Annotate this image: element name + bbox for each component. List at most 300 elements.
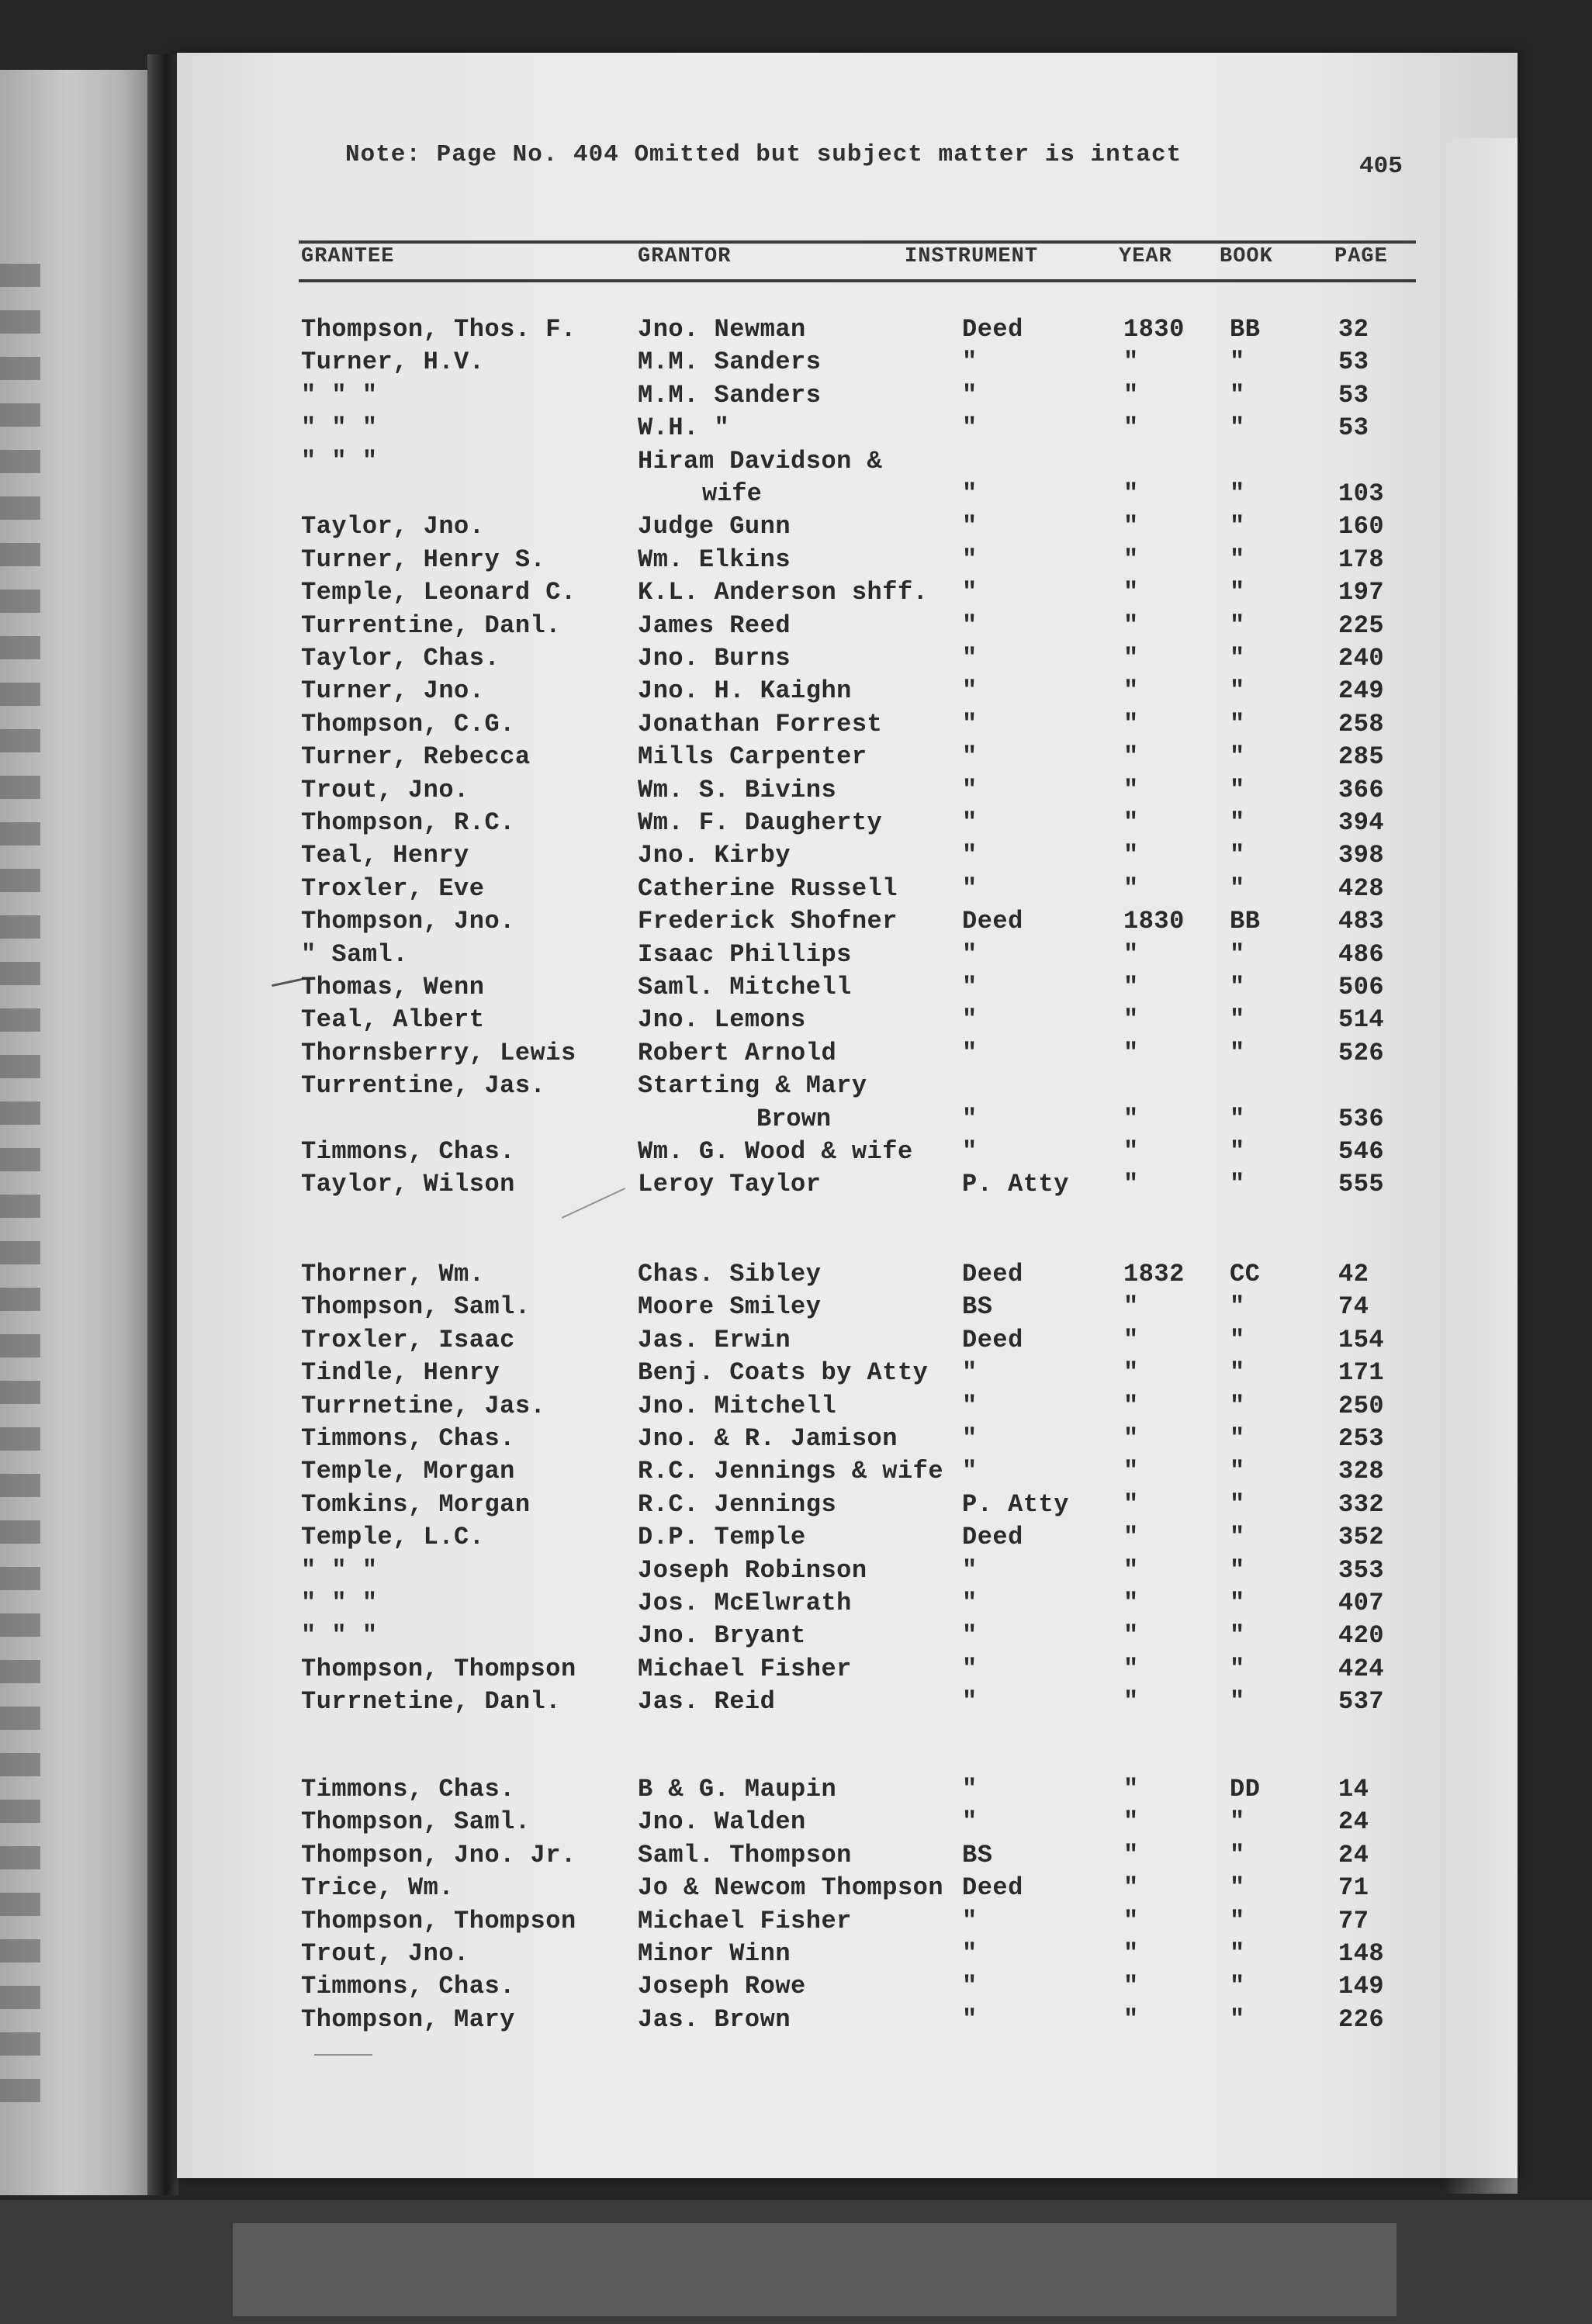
table-row: [0, 313, 1592, 346]
cell-grantor-continuation: Brown: [756, 1104, 832, 1133]
cell-grantor: Michael Fisher: [638, 1906, 852, 1935]
cell-year: ": [1123, 676, 1139, 706]
cell-book: ": [1230, 775, 1245, 804]
cell-grantee: Taylor, Chas.: [301, 644, 500, 673]
cell-book: ": [1230, 1358, 1245, 1388]
cell-instrument: ": [962, 578, 978, 607]
cell-year: ": [1123, 841, 1139, 870]
table-row: [0, 1653, 1592, 1686]
table-row: [0, 1905, 1592, 1938]
cell-grantor: R.C. Jennings & wife: [638, 1457, 944, 1486]
table-row: [0, 873, 1592, 905]
table-row: [0, 610, 1592, 642]
cell-instrument: ": [962, 709, 978, 738]
cell-grantee: Turrnetine, Danl.: [301, 1687, 561, 1717]
cell-grantee: " Saml.: [301, 939, 408, 969]
cell-grantee: " " ": [301, 1589, 378, 1617]
cell-page: 555: [1338, 1170, 1385, 1199]
cell-book: ": [1230, 1873, 1245, 1903]
cell-year: ": [1123, 1391, 1139, 1420]
cell-instrument: ": [962, 644, 978, 673]
cell-page: 428: [1338, 873, 1385, 903]
cell-instrument: ": [962, 1005, 978, 1035]
cell-book: ": [1230, 873, 1245, 903]
cell-page: 53: [1338, 348, 1369, 377]
cell-year: ": [1123, 1775, 1139, 1804]
cell-grantor: Leroy Taylor: [638, 1170, 822, 1199]
cell-book: ": [1230, 610, 1245, 640]
cell-page: 178: [1338, 545, 1385, 574]
cell-grantee: " " ": [301, 1555, 378, 1585]
cell-book: ": [1230, 1170, 1245, 1199]
cell-instrument: Deed: [962, 315, 1023, 344]
cell-instrument: ": [962, 2004, 978, 2034]
cell-instrument: Deed: [962, 907, 1023, 936]
cell-grantee: Thompson, Mary: [301, 2004, 515, 2034]
cell-year: ": [1123, 1939, 1139, 1968]
cell-instrument: ": [962, 939, 978, 969]
cell-grantor: Jas. Reid: [638, 1687, 776, 1717]
cell-grantor: W.H. ": [638, 413, 730, 443]
cell-page: 536: [1338, 1104, 1385, 1133]
cell-book: ": [1230, 808, 1245, 837]
cell-grantee: Turrentine, Jas.: [301, 1071, 546, 1101]
cell-year: ": [1123, 545, 1139, 574]
cell-instrument: ": [962, 1358, 978, 1388]
cell-instrument: ": [962, 1621, 978, 1651]
cell-page: 328: [1338, 1457, 1385, 1486]
cell-grantor: Jo & Newcom Thompson: [638, 1873, 944, 1903]
cell-grantor: Jno. Walden: [638, 1807, 806, 1837]
cell-grantor: Jas. Brown: [638, 2004, 791, 2034]
cell-instrument: ": [962, 512, 978, 541]
cell-page: 366: [1338, 775, 1385, 804]
cell-grantee: Tomkins, Morgan: [301, 1489, 531, 1519]
header-book: BOOK: [1220, 245, 1273, 268]
cell-year: ": [1123, 1807, 1139, 1837]
cell-grantee: Timmons, Chas.: [301, 1972, 515, 2001]
cell-year: ": [1123, 1589, 1139, 1617]
cell-year: ": [1123, 1873, 1139, 1903]
cell-grantor: Hiram Davidson &: [638, 446, 883, 476]
cell-grantee: " " ": [301, 1621, 378, 1651]
cell-year: ": [1123, 479, 1139, 508]
cell-grantor: K.L. Anderson shff.: [638, 578, 929, 607]
cell-book: ": [1230, 1589, 1245, 1617]
cell-grantee: Thornsberry, Lewis: [301, 1038, 576, 1067]
cell-grantee: Troxler, Eve: [301, 873, 485, 903]
cell-instrument: ": [962, 676, 978, 706]
cell-page: 249: [1338, 676, 1385, 706]
cell-grantee: Thompson, Thompson: [301, 1906, 576, 1935]
table-row: [0, 576, 1592, 609]
cell-book: ": [1230, 1840, 1245, 1869]
cell-book: ": [1230, 479, 1245, 508]
cell-grantor: Jno. Kirby: [638, 841, 791, 870]
cell-grantor: Jno. Newman: [638, 315, 806, 344]
cell-book: ": [1230, 1523, 1245, 1552]
table-row: [0, 1423, 1592, 1455]
cell-page: 537: [1338, 1687, 1385, 1717]
cell-year: ": [1123, 578, 1139, 607]
table-row: [0, 905, 1592, 938]
cell-book: ": [1230, 1489, 1245, 1519]
cell-instrument: ": [962, 1775, 978, 1804]
table-row: [0, 1357, 1592, 1389]
cell-grantor: Saml. Thompson: [638, 1840, 852, 1869]
cell-grantor: Michael Fisher: [638, 1654, 852, 1683]
cell-year: ": [1123, 1292, 1139, 1322]
cell-year: ": [1123, 644, 1139, 673]
table-row: [0, 1004, 1592, 1036]
cell-page: 407: [1338, 1589, 1385, 1617]
cell-year: ": [1123, 775, 1139, 804]
table-row: [0, 1168, 1592, 1201]
cell-page: 42: [1338, 1260, 1369, 1288]
table-row: [0, 1773, 1592, 1806]
cell-year: ": [1123, 873, 1139, 903]
cell-grantor: R.C. Jennings: [638, 1489, 837, 1519]
table-row-continuation: [0, 1103, 1592, 1136]
table-row: [0, 1489, 1592, 1521]
cell-instrument: ": [962, 808, 978, 837]
cell-instrument: ": [962, 873, 978, 903]
cell-page: 103: [1338, 479, 1385, 508]
cell-instrument: Deed: [962, 1260, 1023, 1288]
cell-year: ": [1123, 1358, 1139, 1388]
cell-grantee: Thompson, Saml.: [301, 1292, 531, 1322]
cell-page: 420: [1338, 1621, 1385, 1651]
cell-instrument: P. Atty: [962, 1489, 1069, 1519]
cell-grantee: Turner, Jno.: [301, 676, 485, 706]
cell-year: ": [1123, 1005, 1139, 1035]
cell-book: BB: [1230, 907, 1261, 936]
table-row: [0, 971, 1592, 1004]
cell-grantee: " " ": [301, 446, 378, 476]
cell-instrument: ": [962, 1137, 978, 1166]
cell-instrument: ": [962, 1038, 978, 1067]
cell-grantee: Thompson, Thos. F.: [301, 315, 576, 344]
cell-grantee: Thompson, Jno. Jr.: [301, 1840, 576, 1869]
cell-book: ": [1230, 1104, 1245, 1133]
table-row: [0, 774, 1592, 807]
cell-year: ": [1123, 742, 1139, 772]
cell-grantor: Wm. G. Wood & wife: [638, 1137, 913, 1166]
table-row: [0, 379, 1592, 412]
cell-page: 506: [1338, 973, 1385, 1001]
table-row: [0, 346, 1592, 379]
table-row: [0, 1521, 1592, 1554]
table-row: [0, 1970, 1592, 2003]
cell-instrument: ": [962, 545, 978, 574]
cell-book: DD: [1230, 1775, 1261, 1804]
cell-year: ": [1123, 1325, 1139, 1354]
cell-page: 197: [1338, 578, 1385, 607]
table-row: [0, 1390, 1592, 1423]
cell-grantee: Thorner, Wm.: [301, 1260, 485, 1288]
cell-instrument: ": [962, 841, 978, 870]
cell-grantor: Jno. H. Kaighn: [638, 676, 852, 706]
header-rule-bottom: [299, 279, 1416, 282]
cell-year: ": [1123, 2004, 1139, 2034]
cell-page: 546: [1338, 1137, 1385, 1166]
cell-page: 149: [1338, 1972, 1385, 2001]
cell-grantor: Saml. Mitchell: [638, 973, 852, 1001]
cell-instrument: ": [962, 973, 978, 1001]
cell-grantee: Trice, Wm.: [301, 1873, 455, 1903]
cell-page: 154: [1338, 1325, 1385, 1354]
cell-grantee: Thompson, R.C.: [301, 808, 515, 837]
cell-page: 24: [1338, 1840, 1369, 1869]
cell-page: 24: [1338, 1807, 1369, 1837]
cell-instrument: ": [962, 742, 978, 772]
cell-book: ": [1230, 1972, 1245, 2001]
cell-grantor: Robert Arnold: [638, 1038, 837, 1067]
cell-year: 1830: [1123, 907, 1185, 936]
cell-year: ": [1123, 973, 1139, 1001]
table-row: [0, 1620, 1592, 1652]
cell-instrument: ": [962, 1555, 978, 1585]
cell-instrument: P. Atty: [962, 1170, 1069, 1199]
cell-grantee: Thompson, C.G.: [301, 709, 515, 738]
header-grantee: GRANTEE: [301, 245, 395, 268]
cell-instrument: BS: [962, 1292, 993, 1322]
cell-page: 398: [1338, 841, 1385, 870]
table-row: [0, 1070, 1592, 1102]
cell-book: ": [1230, 1038, 1245, 1067]
cell-page: 424: [1338, 1654, 1385, 1683]
cell-instrument: ": [962, 380, 978, 410]
cell-grantor: Starting & Mary: [638, 1071, 867, 1101]
cell-grantor: Mills Carpenter: [638, 742, 867, 772]
cell-page: 394: [1338, 808, 1385, 837]
cell-year: ": [1123, 610, 1139, 640]
cell-grantor: Jno. Lemons: [638, 1005, 806, 1035]
table-row: [0, 445, 1592, 478]
cell-grantee: " " ": [301, 413, 378, 443]
cell-book: ": [1230, 1807, 1245, 1837]
cell-year: ": [1123, 1621, 1139, 1651]
table-row: [0, 1587, 1592, 1620]
table-row: [0, 1324, 1592, 1357]
cell-book: ": [1230, 348, 1245, 377]
cell-grantee: Turrnetine, Jas.: [301, 1391, 546, 1420]
cell-grantor: Moore Smiley: [638, 1292, 822, 1322]
header-grantor: GRANTOR: [638, 245, 732, 268]
cell-grantor: Jos. McElwrath: [638, 1589, 852, 1617]
bottom-strip: [0, 2200, 1592, 2324]
cell-instrument: Deed: [962, 1523, 1023, 1552]
cell-book: ": [1230, 644, 1245, 673]
cell-page: 285: [1338, 742, 1385, 772]
cell-grantee: Turrentine, Danl.: [301, 610, 561, 640]
cell-grantor: Wm. Elkins: [638, 545, 791, 574]
table-row: [0, 675, 1592, 707]
cell-page: 77: [1338, 1906, 1369, 1935]
cell-grantor: Jno. Burns: [638, 644, 791, 673]
table-row: [0, 1258, 1592, 1291]
table-row: [0, 708, 1592, 741]
cell-year: ": [1123, 709, 1139, 738]
cell-year: ": [1123, 939, 1139, 969]
cell-book: ": [1230, 1137, 1245, 1166]
cell-book: ": [1230, 1457, 1245, 1486]
cell-year: 1830: [1123, 315, 1185, 344]
cell-instrument: Deed: [962, 1873, 1023, 1903]
table-row-continuation: [0, 478, 1592, 510]
cell-grantee: Turner, H.V.: [301, 348, 485, 377]
cell-book: ": [1230, 1687, 1245, 1717]
cell-instrument: ": [962, 1807, 978, 1837]
cell-grantee: Tindle, Henry: [301, 1358, 500, 1388]
table-row: [0, 939, 1592, 971]
cell-instrument: ": [962, 1391, 978, 1420]
cell-book: ": [1230, 578, 1245, 607]
cell-instrument: ": [962, 348, 978, 377]
cell-year: ": [1123, 1687, 1139, 1717]
cell-book: ": [1230, 676, 1245, 706]
cell-page: 160: [1338, 512, 1385, 541]
table-row: [0, 1455, 1592, 1488]
cell-year: ": [1123, 808, 1139, 837]
cell-book: ": [1230, 841, 1245, 870]
cell-instrument: ": [962, 1424, 978, 1453]
cell-grantor-continuation: wife: [702, 479, 762, 508]
cell-grantee: Timmons, Chas.: [301, 1775, 515, 1804]
page-number: 405: [1359, 153, 1403, 180]
cell-grantee: Thompson, Jno.: [301, 907, 515, 936]
cell-grantee: Taylor, Jno.: [301, 512, 485, 541]
cell-grantee: Trout, Jno.: [301, 1939, 469, 1968]
cell-year: ": [1123, 348, 1139, 377]
header-page: PAGE: [1334, 245, 1388, 268]
cell-year: ": [1123, 413, 1139, 443]
table-row: [0, 807, 1592, 839]
cell-grantee: Teal, Henry: [301, 841, 469, 870]
table-row: [0, 2004, 1592, 2036]
cell-grantor: Joseph Robinson: [638, 1555, 867, 1585]
cell-year: 1832: [1123, 1260, 1185, 1288]
cell-grantor: Wm. F. Daugherty: [638, 808, 883, 837]
cell-book: ": [1230, 380, 1245, 410]
cell-grantor: D.P. Temple: [638, 1523, 806, 1552]
cell-instrument: BS: [962, 1840, 993, 1869]
cell-grantor: Jonathan Forrest: [638, 709, 883, 738]
table-row: [0, 1037, 1592, 1070]
cell-grantee: Temple, Leonard C.: [301, 578, 576, 607]
cell-year: ": [1123, 1170, 1139, 1199]
cell-page: 253: [1338, 1424, 1385, 1453]
table-row: [0, 1806, 1592, 1838]
cell-page: 148: [1338, 1939, 1385, 1968]
cell-page: 258: [1338, 709, 1385, 738]
cell-grantor: Jno. Mitchell: [638, 1391, 837, 1420]
cell-page: 226: [1338, 2004, 1385, 2034]
cell-grantee: Thomas, Wenn: [301, 973, 485, 1001]
cell-page: 332: [1338, 1489, 1385, 1519]
cell-book: ": [1230, 512, 1245, 541]
cell-grantee: Troxler, Isaac: [301, 1325, 515, 1354]
cell-year: ": [1123, 380, 1139, 410]
cell-grantor: Judge Gunn: [638, 512, 791, 541]
cell-instrument: ": [962, 1457, 978, 1486]
cell-grantor: Isaac Phillips: [638, 939, 852, 969]
table-row: [0, 1839, 1592, 1872]
cell-year: ": [1123, 1104, 1139, 1133]
cell-year: ": [1123, 1137, 1139, 1166]
cell-instrument: ": [962, 1687, 978, 1717]
cell-book: ": [1230, 939, 1245, 969]
cell-book: ": [1230, 1391, 1245, 1420]
cell-year: ": [1123, 1457, 1139, 1486]
cell-grantor: James Reed: [638, 610, 791, 640]
cell-book: ": [1230, 709, 1245, 738]
cell-instrument: ": [962, 610, 978, 640]
cell-grantor: Chas. Sibley: [638, 1260, 822, 1288]
cell-book: ": [1230, 1654, 1245, 1683]
cell-book: ": [1230, 973, 1245, 1001]
cell-page: 225: [1338, 610, 1385, 640]
table-row: [0, 1686, 1592, 1718]
cell-grantee: Temple, Morgan: [301, 1457, 515, 1486]
cell-year: ": [1123, 1038, 1139, 1067]
cell-grantee: " " ": [301, 380, 378, 410]
cell-instrument: ": [962, 775, 978, 804]
cell-page: 240: [1338, 644, 1385, 673]
cell-grantee: Trout, Jno.: [301, 775, 469, 804]
table-row: [0, 1938, 1592, 1970]
cell-year: ": [1123, 1523, 1139, 1552]
table-row: [0, 1872, 1592, 1904]
cell-book: ": [1230, 413, 1245, 443]
cell-book: ": [1230, 1325, 1245, 1354]
cell-page: 53: [1338, 380, 1369, 410]
cell-instrument: ": [962, 1939, 978, 1968]
table-row: [0, 412, 1592, 444]
table-row: [0, 1136, 1592, 1168]
cell-page: 353: [1338, 1555, 1385, 1585]
cell-grantor: B & G. Maupin: [638, 1775, 837, 1804]
cell-instrument: Deed: [962, 1325, 1023, 1354]
cell-instrument: ": [962, 1972, 978, 2001]
cell-grantee: Timmons, Chas.: [301, 1424, 515, 1453]
cell-page: 74: [1338, 1292, 1369, 1322]
cell-instrument: ": [962, 1104, 978, 1133]
cell-page: 514: [1338, 1005, 1385, 1035]
cell-year: ": [1123, 512, 1139, 541]
header-instrument: INSTRUMENT: [905, 245, 1039, 268]
cell-grantor: M.M. Sanders: [638, 348, 822, 377]
cell-page: 352: [1338, 1523, 1385, 1552]
cell-page: 71: [1338, 1873, 1369, 1903]
cell-book: ": [1230, 1939, 1245, 1968]
header-year: YEAR: [1119, 245, 1172, 268]
cell-book: ": [1230, 545, 1245, 574]
cell-grantor: Frederick Shofner: [638, 907, 898, 936]
cell-instrument: ": [962, 1589, 978, 1617]
cell-grantee: Taylor, Wilson: [301, 1170, 515, 1199]
cell-page: 250: [1338, 1391, 1385, 1420]
cell-grantee: Thompson, Saml.: [301, 1807, 531, 1837]
cell-page: 14: [1338, 1775, 1369, 1804]
cell-grantor: Catherine Russell: [638, 873, 898, 903]
cell-grantee: Teal, Albert: [301, 1005, 485, 1035]
cell-book: ": [1230, 1292, 1245, 1322]
table-row: [0, 741, 1592, 773]
cell-page: 32: [1338, 315, 1369, 344]
cell-year: ": [1123, 1489, 1139, 1519]
cell-grantee: Thompson, Thompson: [301, 1654, 576, 1683]
